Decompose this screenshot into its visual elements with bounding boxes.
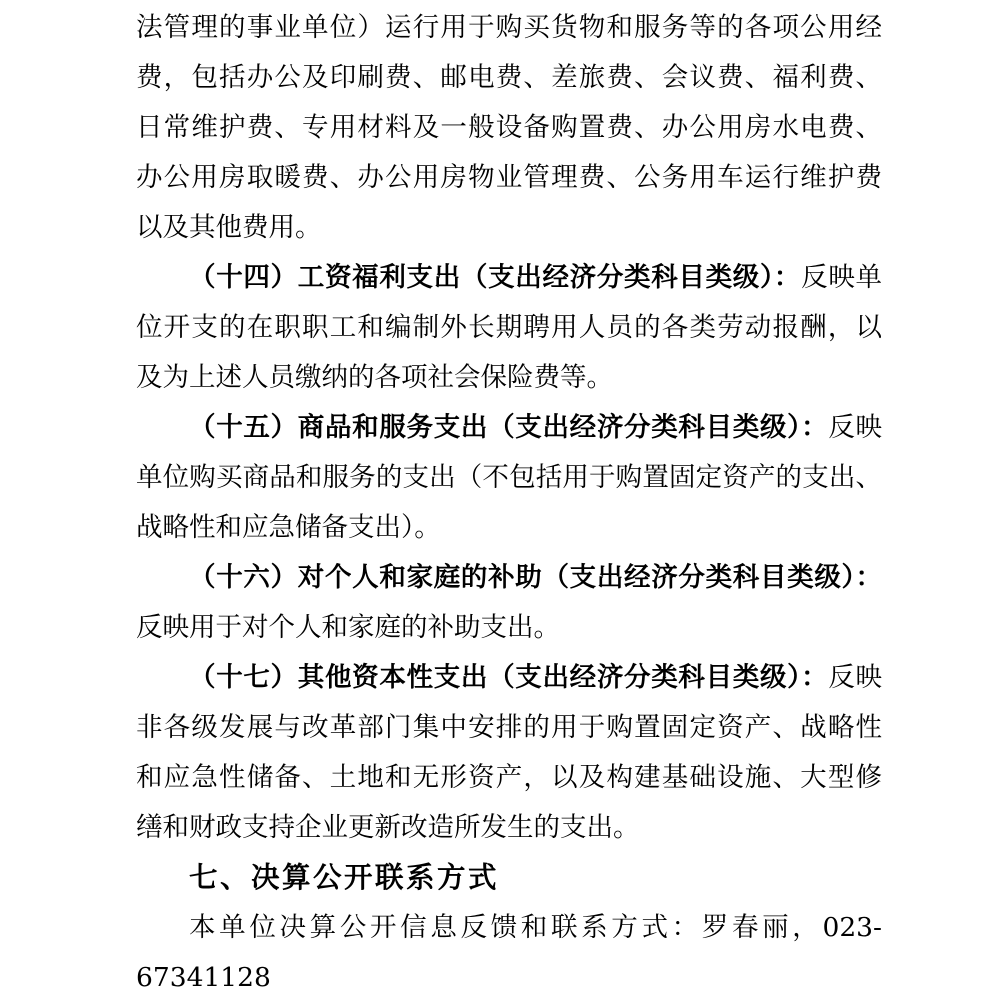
text-line	[136, 503, 882, 553]
text-segment: 和应急性储备、土地和无形资产，以及构建基础设施、大型修	[136, 762, 882, 793]
text-segment: 反映	[828, 412, 883, 443]
bold-text-segment: （十五）商品和服务支出（支出经济分类科目类级）：	[189, 412, 829, 443]
text-segment: 费，包括办公及印刷费、邮电费、差旅费、会议费、福利费、	[136, 62, 882, 93]
text-line	[136, 3, 882, 53]
text-segment: 位开支的在职职工和编制外长期聘用人员的各类劳动报酬，以	[136, 312, 882, 343]
text-line	[136, 453, 882, 503]
text-segment: 缮和财政支持企业更新改造所发生的支出。	[136, 812, 640, 843]
text-segment: 及为上述人员缴纳的各项社会保险费等。	[136, 362, 613, 393]
text-segment: 非各级发展与改革部门集中安排的用于购置固定资产、战略性	[136, 712, 882, 743]
bold-text-segment: （十六）对个人和家庭的补助（支出经济分类科目类级）：	[189, 562, 882, 593]
para-item-15-goods-services	[136, 403, 882, 553]
text-segment: 战略性和应急储备支出）。	[136, 512, 441, 543]
bold-text-segment: （十七）其他资本性支出（支出经济分类科目类级）：	[189, 662, 829, 693]
text-line	[136, 303, 882, 353]
heading-section-7-contact	[136, 853, 882, 903]
para-operating-expenses-continuation	[136, 3, 882, 253]
para-item-16-individual-family-subsidy	[136, 553, 882, 653]
text-line	[136, 903, 882, 953]
text-segment: 本单位决算公开信息反馈和联系方式：罗春丽，023-	[189, 912, 882, 943]
text-line	[136, 853, 882, 903]
text-line	[136, 53, 882, 103]
text-segment: 反映	[828, 662, 883, 693]
text-segment: 日常维护费、专用材料及一般设备购置费、办公用房水电费、	[136, 112, 882, 143]
text-line	[136, 553, 882, 603]
text-line	[136, 103, 882, 153]
text-line	[136, 353, 882, 403]
text-segment: 反映用于对个人和家庭的补助支出。	[136, 612, 560, 643]
text-line	[136, 253, 882, 303]
bold-text-segment: 七、决算公开联系方式	[189, 861, 500, 894]
document-text-block	[136, 3, 882, 1003]
para-item-17-other-capital-expenditure	[136, 653, 882, 853]
text-line	[136, 753, 882, 803]
text-segment: 反映单	[801, 262, 883, 293]
text-line	[136, 153, 882, 203]
bold-text-segment: （十四）工资福利支出（支出经济分类科目类级）：	[189, 262, 802, 293]
text-segment: 67341128	[136, 962, 271, 993]
para-item-14-salary-welfare	[136, 253, 882, 403]
para-contact-info	[136, 903, 882, 1003]
text-segment: 法管理的事业单位）运行用于购买货物和服务等的各项公用经	[136, 12, 882, 43]
text-line	[136, 653, 882, 703]
text-line	[136, 953, 882, 1003]
text-line	[136, 403, 882, 453]
text-line	[136, 603, 882, 653]
text-segment: 办公用房取暖费、办公用房物业管理费、公务用车运行维护费	[136, 162, 882, 193]
text-line	[136, 203, 882, 253]
text-line	[136, 803, 882, 853]
text-line	[136, 703, 882, 753]
text-segment: 单位购买商品和服务的支出（不包括用于购置固定资产的支出、	[136, 462, 882, 493]
text-segment: 以及其他费用。	[136, 212, 322, 243]
